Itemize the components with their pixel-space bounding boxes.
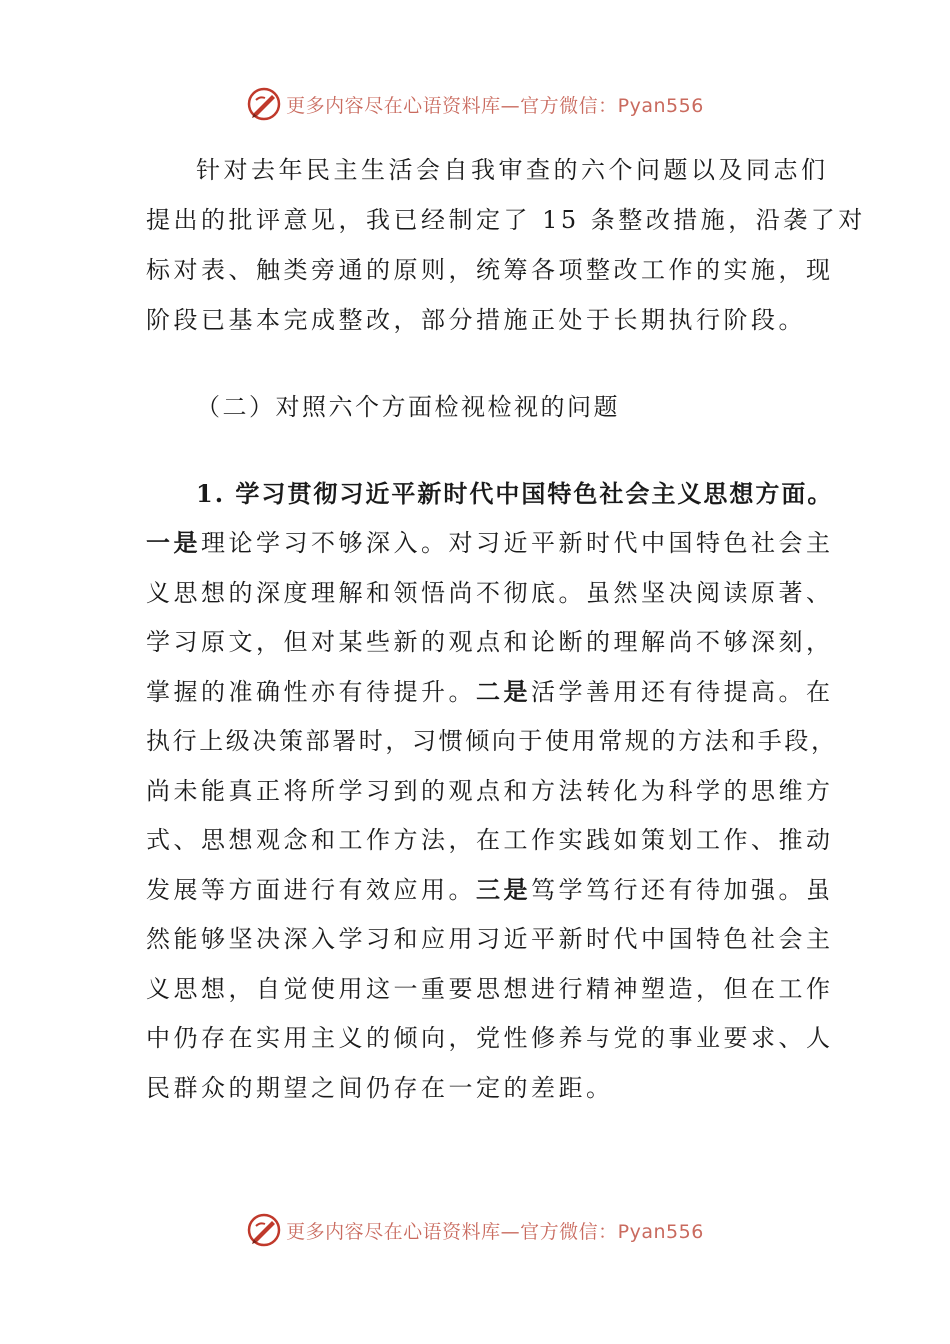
pen-logo-icon	[246, 86, 282, 122]
point-two-label: 二是	[476, 677, 531, 706]
item-line-text: 笃学笃行还有待加强。虽	[531, 876, 834, 904]
header-watermark	[0, 82, 950, 126]
point-one-label: 一是	[146, 528, 201, 557]
paragraph-line: 标对表、触类旁通的原则，统筹各项整改工作的实施，现	[146, 256, 834, 284]
pen-logo-icon	[246, 1212, 282, 1248]
section-heading: （二）对照六个方面检视检视的问题	[196, 393, 620, 421]
item-line: 义思想的深度理解和领悟尚不彻底。虽然坚决阅读原著、	[146, 579, 834, 607]
item-line: 然能够坚决深入学习和应用习近平新时代中国特色社会主	[146, 925, 834, 953]
item-line-text: 活学善用还有待提高。在	[531, 678, 834, 706]
paragraph-line: 阶段已基本完成整改，部分措施正处于长期执行阶段。	[146, 306, 806, 334]
paragraph-line: 针对去年民主生活会自我审查的六个问题以及同志们	[196, 156, 829, 184]
item-line: 义思想，自觉使用这一重要思想进行精神塑造，但在工作	[146, 975, 834, 1003]
watermark-text: 更多内容尽在心语资料库—官方微信：Pyan556	[286, 1220, 704, 1243]
footer-watermark	[0, 1208, 950, 1252]
item-line: 中仍存在实用主义的倾向，党性修养与党的事业要求、人	[146, 1024, 834, 1052]
item-line: 尚未能真正将所学习到的观点和方法转化为科学的思维方	[146, 777, 834, 805]
item-line	[146, 875, 834, 905]
item-line-text: 发展等方面进行有效应用。	[146, 876, 476, 904]
item-line-text: 理论学习不够深入。对习近平新时代中国特色社会主	[201, 529, 834, 557]
item-heading: 1. 学习贯彻习近平新时代中国特色社会主义思想方面。	[196, 479, 834, 508]
item-line: 学习原文，但对某些新的观点和论断的理解尚不够深刻，	[146, 628, 834, 656]
item-line: 式、思想观念和工作方法，在工作实践如策划工作、推动	[146, 826, 834, 854]
item-line: 民群众的期望之间仍存在一定的差距。	[146, 1074, 614, 1102]
item-line-text: 掌握的准确性亦有待提升。	[146, 678, 476, 706]
item-line	[146, 677, 834, 707]
paragraph-line: 提出的批评意见，我已经制定了 15 条整改措施，沿袭了对	[146, 206, 866, 234]
item-line	[146, 528, 834, 558]
item-line: 执行上级决策部署时，习惯倾向于使用常规的方法和手段，	[146, 727, 838, 755]
point-three-label: 三是	[476, 875, 531, 904]
watermark-text: 更多内容尽在心语资料库—官方微信：Pyan556	[286, 94, 704, 117]
